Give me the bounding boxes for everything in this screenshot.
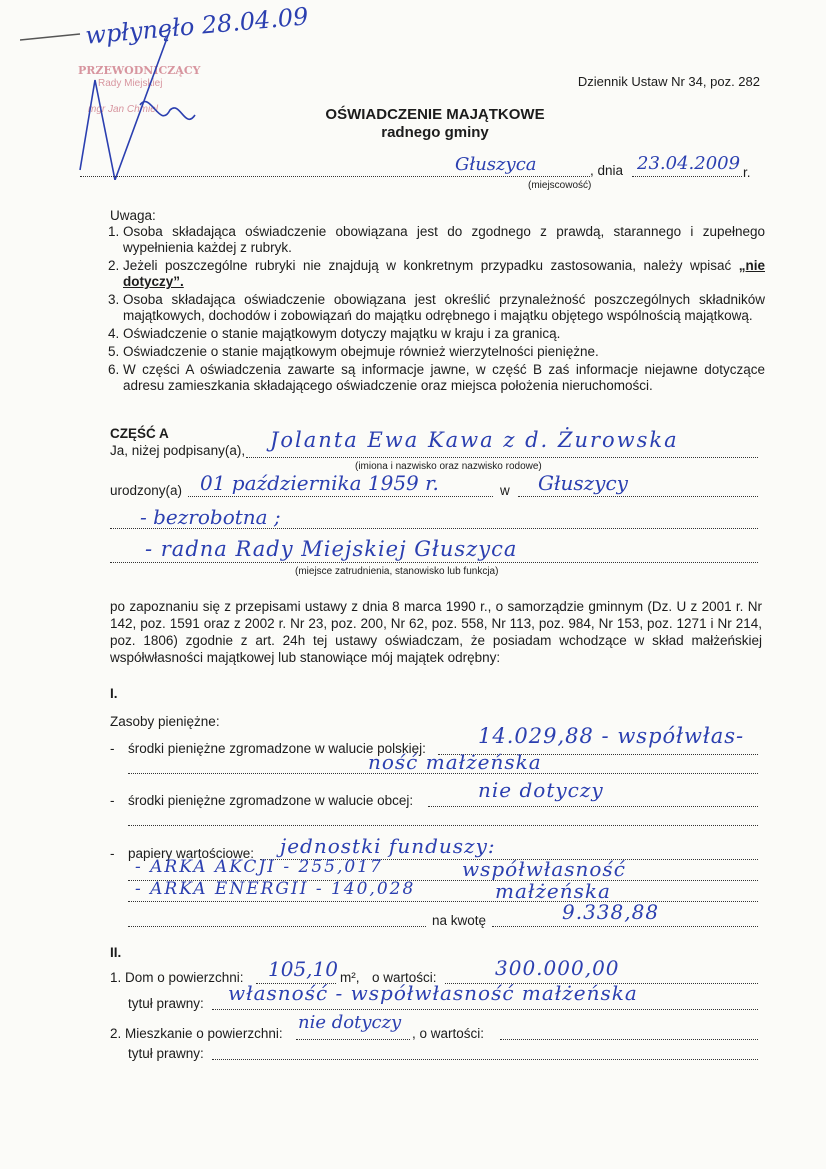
securities-note-1[interactable]: współwłasność (462, 857, 626, 881)
section-1-heading: I. (110, 686, 118, 701)
pln-label: środki pieniężne zgromadzone w walucie polskiej: (128, 741, 426, 756)
bullet-dash: - (110, 793, 115, 808)
pln-value-2[interactable]: ność małżeńska (368, 750, 542, 774)
note-item: 3. Osoba składająca oświadczenie obowiązana jest określić przynależność poszczególnych składników majątkowych, dochodów i zobowiązań do majątku odrębnego i majątku objętego wspólnością majątkową. (123, 292, 765, 324)
pln-value[interactable]: 14.029,88 - współwłas- (478, 724, 745, 748)
born-in-label: w (500, 483, 510, 498)
signer-underline (246, 457, 758, 458)
stamp-name: mgr Jan Chmiel (88, 104, 159, 115)
flat-label: 2. Mieszkanie o powierzchni: (110, 1026, 283, 1041)
flat-title-underline (212, 1059, 758, 1060)
notes-heading: Uwaga: (110, 208, 156, 223)
year-suffix: r. (743, 165, 751, 180)
amount-prefix-underline (128, 926, 426, 927)
place-value[interactable]: Głuszyca (455, 154, 537, 175)
nie-dotyczy-term: „nie dotyczy”. (123, 258, 765, 289)
received-note: wpłynęło 28.04.09 (84, 2, 310, 50)
foreign-value[interactable]: nie dotyczy (478, 778, 604, 802)
amount-value[interactable]: 9.338,88 (562, 900, 660, 924)
stamp-council: Rady Miejskiej (98, 78, 163, 89)
stamp-chair-title: PRZEWODNICZĄCY (78, 64, 201, 77)
born-place-value[interactable]: Głuszycy (538, 471, 628, 495)
house-title-value[interactable]: własność - współwłasność małżeńska (228, 981, 638, 1005)
born-place-underline (518, 496, 758, 497)
amount-underline (492, 926, 758, 927)
signer-value[interactable]: Jolanta Ewa Kawa z d. Żurowska (270, 428, 679, 452)
signature-scribble (20, 20, 210, 180)
house-title-underline (212, 1009, 758, 1010)
note-item: 1. Osoba składająca oświadczenie obowiązana jest do zgodnego z prawdą, starannego i zupełnego wypełnienia każdej z rubryk. (123, 224, 765, 256)
employment-caption: (miejsce zatrudnienia, stanowisko lub funkcja) (295, 566, 499, 577)
born-date-value[interactable]: 01 października 1959 r. (200, 471, 439, 495)
born-label: urodzony(a) (110, 483, 183, 498)
document-title: OŚWIADCZENIE MAJĄTKOWE (325, 106, 545, 123)
house-label: 1. Dom o powierzchni: (110, 970, 244, 985)
house-value[interactable]: 300.000,00 (495, 956, 620, 980)
employment-value-1[interactable]: - bezrobotna ; (140, 505, 281, 529)
signer-label: Ja, niżej podpisany(a), (110, 443, 246, 458)
foreign-label: środki pieniężne zgromadzone w walucie obcej: (128, 793, 414, 808)
journal-reference: Dziennik Ustaw Nr 34, poz. 282 (577, 74, 760, 89)
house-title-label: tytuł prawny: (128, 996, 204, 1011)
flat-area-underline (296, 1039, 410, 1040)
section-2-heading: II. (110, 945, 122, 960)
securities-value-1[interactable]: jednostki funduszy: (280, 834, 496, 858)
place-caption: (miejscowość) (528, 180, 592, 191)
note-item: 2. Jeżeli poszczególne rubryki nie znajdują w konkretnym przypadku zastosowania, należy wpisać „nie dotyczy”. (123, 258, 765, 290)
securities-underline-3 (128, 901, 758, 902)
amount-label: na kwotę (432, 913, 487, 928)
house-unit: m², (340, 970, 360, 985)
signer-caption: (imiona i nazwisko oraz nazwisko rodowe) (355, 461, 542, 472)
securities-value-3[interactable]: - ARKA ENERGII - 140,028 (135, 879, 416, 899)
securities-label: papiery wartościowe: (128, 846, 255, 861)
flat-title-label: tytuł prawny: (128, 1046, 204, 1061)
house-value-label: o wartości: (372, 970, 437, 985)
bullet-dash: - (110, 846, 115, 861)
date-label: , dnia (590, 163, 624, 178)
part-a-heading: CZĘŚĆ A (110, 426, 169, 441)
notes-list (105, 224, 765, 396)
flat-value-label: , o wartości: (412, 1026, 485, 1041)
employment-value-2[interactable]: - radna Rady Miejskiej Głuszyca (145, 537, 518, 561)
statement-text: po zapoznaniu się z przepisami ustawy z dnia 8 marca 1990 r., o samorządzie gminnym (Dz. U z 2001 r. Nr 142, poz. 1591 oraz z 2002 r. Nr 23, poz. 200, Nr 62, poz. 558, Nr 113, poz. 984, Nr 153, poz. 1271 i Nr 214, poz. 1806) zgodnie z art. 24h tej ustawy oświadczam, że posiadam wchodzące w skład małżeńskiej współwłasności majątkowej lub stanowiące mój majątek odrębny: (110, 599, 762, 665)
place-underline (80, 176, 590, 177)
foreign-underline (428, 806, 758, 807)
document-subtitle: radnego gminy (381, 124, 489, 141)
note-item: 4. Oświadczenie o stanie majątkowym dotyczy majątku w kraju i za granicą. (123, 326, 765, 342)
flat-value-underline (500, 1039, 758, 1040)
securities-note-2[interactable]: małżeńska (495, 879, 611, 903)
bullet-dash: - (110, 741, 115, 756)
note-item: 6. W części A oświadczenia zawarte są informacje jawne, w część B zaś informacje niejawne dotyczące adresu zamieszkania składającego oświadczenie oraz miejsca położenia nieruchomości. (123, 362, 765, 394)
born-date-underline (188, 496, 493, 497)
date-underline (632, 176, 742, 177)
note-item: 5. Oświadczenie o stanie majątkowym obejmuje również wierzytelności pieniężne. (123, 344, 765, 360)
employment-underline-2 (110, 562, 758, 563)
securities-value-2[interactable]: - ARKA AKCJI - 255,017 (135, 857, 383, 877)
flat-area-value[interactable]: nie dotyczy (298, 1012, 402, 1033)
date-value[interactable]: 23.04.2009 (637, 153, 741, 174)
money-heading: Zasoby pieniężne: (110, 714, 220, 729)
house-area-value[interactable]: 105,10 (268, 957, 338, 981)
foreign-underline-2 (128, 825, 758, 826)
